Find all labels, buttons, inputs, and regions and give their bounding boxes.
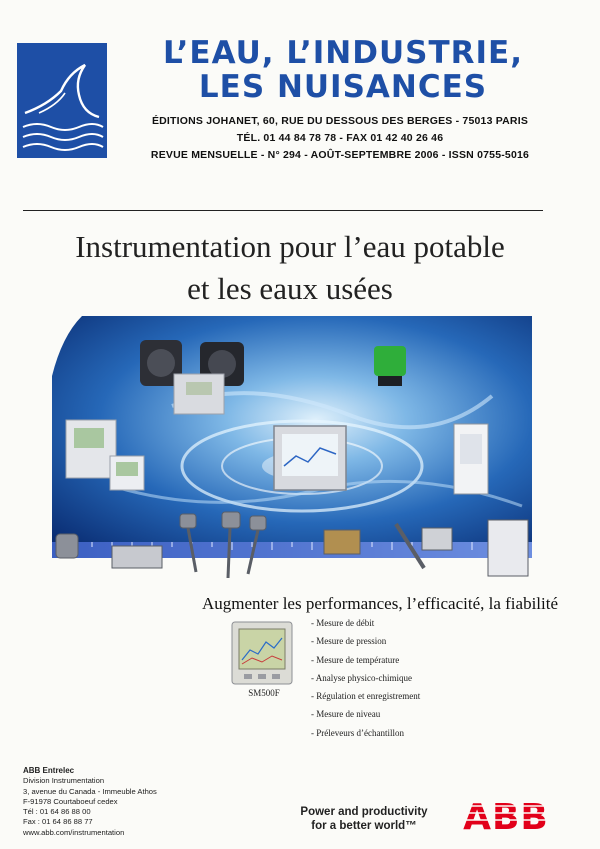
- feature-item: - Analyse physico-chimique: [311, 673, 420, 691]
- publisher-phone-fax: TÉL. 01 44 84 78 78 - FAX 01 42 40 26 46: [236, 132, 444, 144]
- abb-logo: [462, 798, 550, 832]
- website-link[interactable]: www.abb.com/instrumentation: [23, 827, 125, 837]
- publication-info: [140, 113, 540, 164]
- transmitter-device: [174, 374, 224, 414]
- feature-item: - Mesure de température: [311, 655, 420, 673]
- analyser-device: [454, 424, 488, 494]
- address-line: 3, avenue du Canada - Immeuble Athos: [23, 786, 157, 796]
- hero-image: [52, 316, 532, 586]
- feature-item: - Régulation et enregistrement: [311, 691, 420, 709]
- recorder-device: [274, 426, 346, 490]
- journal-title: [118, 36, 568, 104]
- sm500f-device-image: [230, 620, 294, 686]
- company-name: ABB Entrelec: [23, 766, 75, 775]
- headline: [20, 226, 560, 310]
- feature-item: - Préleveurs d’échantillon: [311, 728, 420, 746]
- publisher-address: ÉDITIONS JOHANET, 60, RUE DU DESSOUS DES BERGES - 75013 PARIS: [151, 115, 529, 127]
- issue-info: REVUE MENSUELLE - N° 294 - AOÛT-SEPTEMBRE 2006 - ISSN 0755-5016: [150, 149, 530, 161]
- address-line: F-91978 Courtaboeuf cedex: [23, 796, 118, 806]
- headline-line-2: et les eaux usées: [187, 271, 393, 306]
- beacon-device: [374, 346, 406, 386]
- address-line: Division Instrumentation: [23, 776, 105, 786]
- journal-title-line-2: LES NUISANCES: [198, 69, 488, 105]
- divider-rule: [23, 210, 543, 211]
- subheading: Augmenter les performances, l’efficacité, la fiabilité: [201, 594, 559, 613]
- tagline-line-2: for a better world™: [311, 820, 417, 832]
- fax-line: Fax : 01 64 86 88 77: [23, 817, 93, 827]
- headline-line-1: Instrumentation pour l’eau potable: [75, 229, 505, 264]
- feature-item: - Mesure de niveau: [311, 709, 420, 727]
- svg-text:ABB: ABB: [463, 798, 549, 832]
- contact-address: [23, 766, 223, 838]
- feature-list: [311, 618, 420, 746]
- tagline-line-1: Power and productivity: [300, 806, 428, 818]
- feature-item: - Mesure de débit: [311, 618, 420, 636]
- phone-line: Tél : 01 64 86 88 00: [23, 807, 91, 817]
- tagline: [275, 805, 453, 833]
- feature-item: - Mesure de pression: [311, 636, 420, 654]
- device-label: SM500F: [248, 688, 280, 698]
- journal-title-line-1: L’EAU, L’INDUSTRIE,: [163, 35, 523, 71]
- journal-logo: [17, 43, 107, 158]
- wave-logo-icon: [17, 43, 107, 158]
